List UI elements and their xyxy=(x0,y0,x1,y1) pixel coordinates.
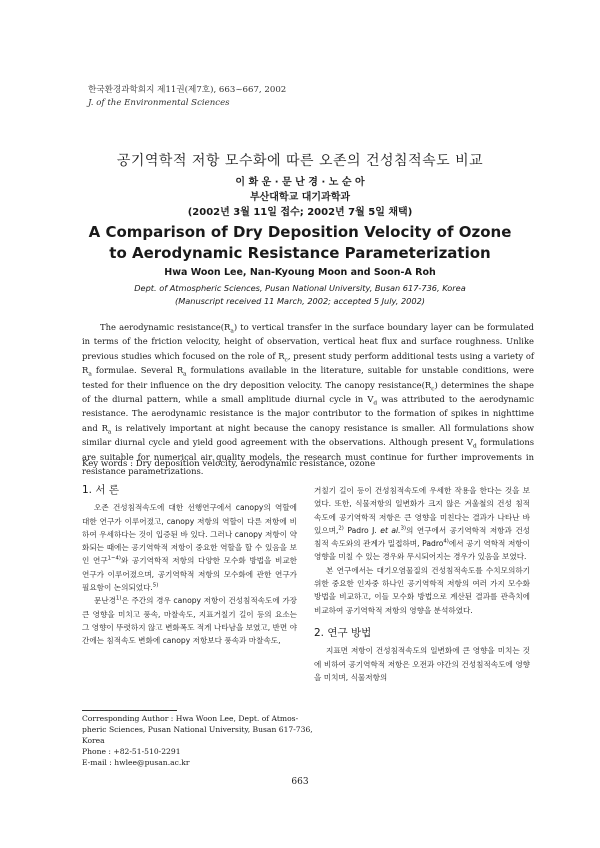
keywords: Key words : Dry deposition velocity, aerodynamic resistance, ozone xyxy=(82,459,376,469)
english-authors: Hwa Woon Lee, Nan-Kyoung Moon and Soon-A Roh xyxy=(164,267,436,278)
english-affiliation: Dept. of Atmospheric Sciences, Pusan National University, Busan 617-736, Korea xyxy=(134,283,466,293)
journal-name: J. of the Environmental Sciences xyxy=(88,98,230,108)
korean-author-block xyxy=(0,175,600,220)
footnote-rule xyxy=(82,710,177,711)
english-affiliation-block xyxy=(0,282,600,308)
corresponding-author-footnote: Corresponding Author : Hwa Woon Lee, Dept. of Atmos- pheric Sciences, Pusan National University, Busan 617-736, Korea Phone : +82-51-510-2291 E-mail : hwlee@pusan.ac.kr xyxy=(82,714,313,767)
english-title-line1: A Comparison of Dry Deposition Velocity of Ozone xyxy=(88,223,512,241)
paragraph: 지표면 저항이 건성침적속도의 일변화에 큰 영향을 미치는 것에 비하여 공기역학적 저항은 오전과 야간의 건성침적속도에 영향을 미치며, 식물저항의 xyxy=(314,646,530,682)
korean-title: 공기역학적 저항 모수화에 따른 오존의 건성침적속도 비교 xyxy=(116,153,484,169)
english-title-line2: to Aerodynamic Resistance Parameterization xyxy=(109,244,491,262)
paragraph: 거칠기 길이 등이 건성침적속도에 우세한 작용을 한다는 것을 보였다. 또한, 식물저항의 일변화가 크지 않은 겨울철의 건성 침적 속도에 공기역학적 저항은 큰 영향을 미친다는 결과가 나타난 바 있으며,$^{2)}$ Padro J. et al.$^{3)}$의 연구에서 공기역학적 저항과 건성 침적 속도와의 관계가 밀접하며, Padro$^{4)}$에서 공기 역학적 저항이 영향을 미칠 수 있는 경우와 무시되어지는 경우가 있음을 보였다. xyxy=(314,486,530,562)
korean-authors: 이 화 운 · 문 난 경 · 노 순 아 xyxy=(235,177,365,188)
right-column xyxy=(314,484,530,684)
korean-dates: (2002년 3월 11일 접수; 2002년 7월 5일 채택) xyxy=(187,207,413,218)
section-2-heading: 2. 연구 방법 xyxy=(314,626,372,639)
paragraph: 문난경$^{1)}$은 주간의 경우 canopy 저항이 건성침적속도에 가장 큰 영향을 미치고 풍속, 마찰속도, 지표거칠기 길이 등의 요소는 그 영향이 뚜렷하지 않고 변화폭도 적게 나타남을 보였고, 반면 야간에는 침적속도 변화에 canopy 저항보다 풍속과 마찰속도, xyxy=(82,595,297,646)
english-title xyxy=(0,222,600,264)
journal-header xyxy=(88,84,286,110)
journal-citation: 한국환경과학회지 제11권(제7호), 663~667, 2002 xyxy=(88,85,287,95)
section-1-heading: 1. 서 론 xyxy=(82,484,119,496)
paragraph: 오존 건성침적속도에 대한 선행연구에서 canopy의 역할에 대한 연구가 이루어졌고, canopy 저항의 역할이 다른 저항에 비하여 우세하다는 것이 입증된 바 있다. 그러나 canopy 저항이 약화되는 때에는 공기역학적 저항이 중요한 역할을 할 수 있음을 보인 연구$^{1\sim 4)}$와 공기역학적 저항의 다양한 모수화 방법을 비교한 연구가 이루어졌으며, 공기역학적 저항의 모수화에 관한 연구가 필요함이 논의되었다.$^{5)}$ xyxy=(82,503,297,593)
left-column xyxy=(82,484,297,648)
paragraph: 본 연구에서는 대기오염물질의 건성침적속도를 수치모의하기 위한 중요한 인자중 하나인 공기역학적 저항의 여러 가지 모수화 방법을 비교하고, 이들 모수화 방법으로 계산된 결과를 관측치에 비교하여 공기역학적 저항의 영향을 분석하였다. xyxy=(314,565,530,615)
page-number: 663 xyxy=(291,777,309,787)
korean-affiliation: 부산대학교 대기과학과 xyxy=(249,192,351,203)
manuscript-dates: (Manuscript received 11 March, 2002; accepted 5 July, 2002) xyxy=(175,296,425,306)
abstract: The aerodynamic $resistance(R_a)$ to vertical transfer in the surface boundary layer can be formulated in terms of the friction velocity, height of observation, vertical heat flux and surface roughness. Unlike previous studies which focused on the role of $R_c$, present study perform additional tests using a variety of $R_a$ formulae. Several $R_a$ formulations available in the literature, suitable for unstable conditions, were tested for their influence on the dry deposition velocity. The canopy $resistance(R_c)$ determines the shape of the diurnal pattern, while a small amplitude diurnal cycle in $V_d$ was attributed to the aerodynamic resistance. The aerodynamic resistance is the major contributor to the formation of spikes in nighttime and $R_a$ is relatively important at night because the canopy resistance is smaller. All formulations show similar diurnal cycle and yield good agreement with the observations. Although present $V_d$ formulations are suitable for numerical air quality models, the research must continue for further improvements in resistance parametrizations. xyxy=(82,322,535,477)
